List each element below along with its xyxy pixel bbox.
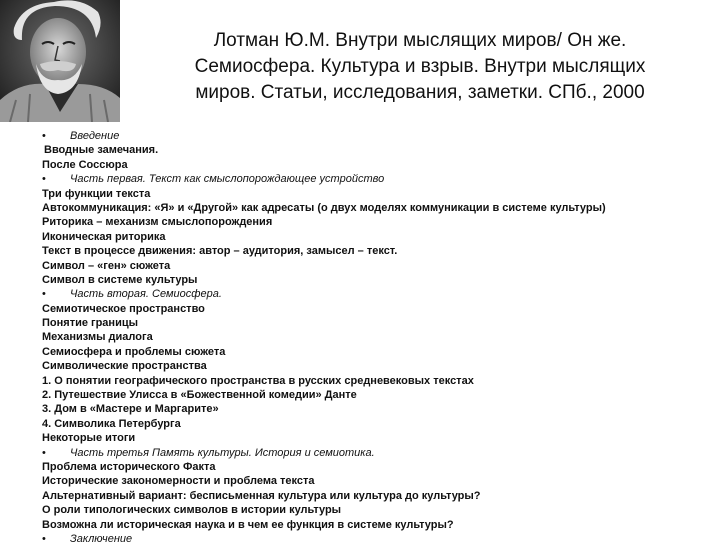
title-line-2: Семиосфера. Культура и взрыв. Внутри мыслящих xyxy=(194,56,646,77)
toc-item xyxy=(42,359,712,373)
toc-item-text: Понятие границы xyxy=(42,317,138,330)
toc-item-text: Три функции текста xyxy=(42,187,151,200)
toc-item xyxy=(42,474,712,488)
toc-item xyxy=(42,388,712,402)
bullet-icon: • xyxy=(42,288,46,301)
toc-item-text: Альтернативный вариант: бесписьменная культура или культура до культуры? xyxy=(42,489,481,502)
toc-item xyxy=(42,518,712,532)
toc-section-heading xyxy=(42,532,712,546)
toc-item-text: Часть вторая. Семиосфера. xyxy=(70,288,222,301)
toc-item-text: Исторические закономерности и проблема текста xyxy=(42,475,315,488)
toc-item-text: 1. О понятии географического пространства в русских средневековых текстах xyxy=(42,374,474,387)
toc-item xyxy=(42,273,712,287)
toc-item xyxy=(42,431,712,445)
bullet-icon: • xyxy=(42,532,46,545)
toc-item xyxy=(42,143,712,157)
toc-item-text: Символ – «ген» сюжета xyxy=(42,259,171,272)
toc-item-text: Иконическая риторика xyxy=(42,230,166,243)
toc-item xyxy=(42,503,712,517)
toc-item-text: Семиотическое пространство xyxy=(42,302,205,315)
toc-item-text: Возможна ли историческая наука и в чем ее функция в системе культуры? xyxy=(42,518,454,531)
toc-item xyxy=(42,402,712,416)
toc-item-text: Механизмы диалога xyxy=(42,331,153,344)
toc-item-text: Часть первая. Текст как смыслопорождающее устройство xyxy=(70,173,385,186)
toc-item xyxy=(42,417,712,431)
toc-item-text: Заключение xyxy=(70,532,133,545)
toc-section-heading xyxy=(42,172,712,186)
toc-item-text: 3. Дом в «Мастере и Маргарите» xyxy=(42,403,219,416)
toc-item xyxy=(42,201,712,215)
toc-item xyxy=(42,460,712,474)
toc-item xyxy=(42,230,712,244)
title-line-3: миров. Статьи, исследования, заметки. СПб., 2000 xyxy=(195,82,645,103)
toc-item xyxy=(42,345,712,359)
bullet-icon: • xyxy=(42,130,46,142)
toc-item xyxy=(42,187,712,201)
toc-item-text: Некоторые итоги xyxy=(42,432,136,445)
toc-item-text: О роли типологических символов в истории культуры xyxy=(42,504,342,517)
toc-item-text: Автокоммуникация: «Я» и «Другой» как адресаты (о двух моделях коммуникации в системе культуры) xyxy=(42,201,606,214)
author-portrait-icon xyxy=(0,0,120,122)
bullet-icon: • xyxy=(42,446,46,459)
toc-section-heading xyxy=(42,446,712,460)
page-title xyxy=(140,28,700,106)
toc-item xyxy=(42,158,712,172)
toc-item xyxy=(42,302,712,316)
toc-item xyxy=(42,259,712,273)
toc-item xyxy=(42,244,712,258)
toc-item xyxy=(42,330,712,344)
author-photo xyxy=(0,0,120,122)
toc-item-text: 4. Символика Петербурга xyxy=(42,417,181,430)
toc-item xyxy=(42,374,712,388)
toc-item-text: После Соссюра xyxy=(42,158,128,171)
toc-item xyxy=(42,316,712,330)
table-of-contents xyxy=(42,129,712,546)
toc-section-heading xyxy=(42,129,712,143)
toc-item xyxy=(42,215,712,229)
toc-item-text: Символические пространства xyxy=(42,360,207,373)
toc-item xyxy=(42,489,712,503)
title-line-1: Лотман Ю.М. Внутри мыслящих миров/ Он же. xyxy=(213,30,627,51)
toc-item-text: Введение xyxy=(70,130,120,142)
bullet-icon: • xyxy=(42,173,46,186)
toc-section-heading xyxy=(42,287,712,301)
toc-item-text: Часть третья Память культуры. История и семиотика. xyxy=(70,446,375,459)
toc-item-text: Проблема исторического Факта xyxy=(42,460,216,473)
toc-item-text: Вводные замечания. xyxy=(44,144,159,157)
toc-item-text: Текст в процессе движения: автор – аудитория, замысел – текст. xyxy=(42,245,398,258)
toc-item-text: Символ в системе культуры xyxy=(42,273,198,286)
toc-item-text: 2. Путешествие Улисса в «Божественной комедии» Данте xyxy=(42,389,357,402)
toc-item-text: Семиосфера и проблемы сюжета xyxy=(42,345,226,358)
toc-item-text: Риторика – механизм смыслопорождения xyxy=(42,216,273,229)
